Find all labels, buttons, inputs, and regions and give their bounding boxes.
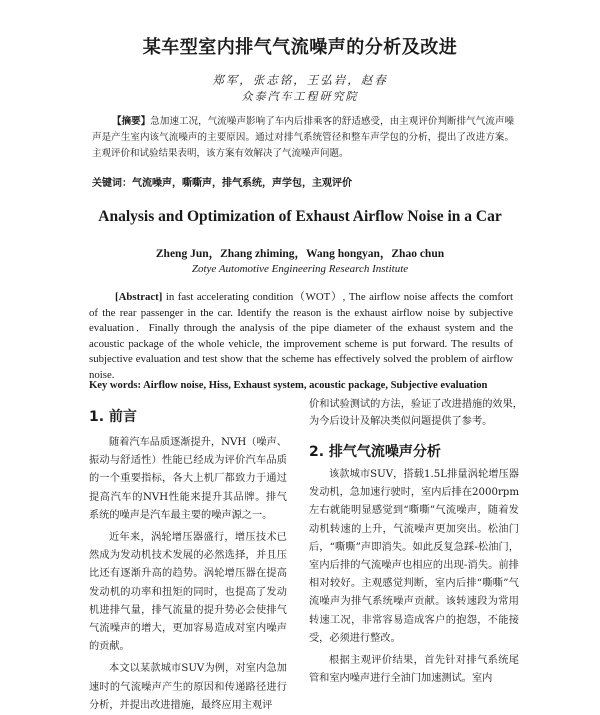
cn-abstract [92,114,514,162]
right-column-carryover: 价和试验测试的方法，验证了改进措施的效果，为今后设计及解决类似问题提供了参考。 [309,399,523,427]
cn-authors: 郑军，张志铭，王弘岩，赵春 [212,73,388,87]
en-keywords-label: Key words: [89,380,142,391]
section-2-paragraph-1: 该款城市SUV，搭载1.5L排量涡轮增压器发动机，急加速行驶时，室内后排在2000rpm左右就能明显感觉到“嘶嘶”气流噪声，随着发动机转速的上升，气流噪声更加突出。松油门后，“嘶嘶”声即消失。如此反复急踩-松油门，室内后排的气流噪声也相应的出现-消失。前排相对较好。主观感觉判断，室内后排“嘶嘶”气流噪声为排气系统噪声贡献。该转速段为常用转速工况，非常容易造成客户的抱怨，不能接受，必须进行整改。 [309,469,519,644]
right-column [309,466,519,688]
en-keywords [89,380,549,391]
section-2-paragraph-2: 根据主观评价结果，首先针对排气系统尾管和室内噪声进行全油门加速测试。室内 [309,655,519,685]
cn-abstract-text: 急加速工况，气流噪声影响了车内后排乘客的舒适感受，由主观评价判断排气气流声噪声是产生室内该气流噪声的主要原因。通过对排气系统管径和整车声学包的分析，提出了改进方案。主观评价和试验结果表明，该方案有效解决了气流噪声问题。 [92,116,514,159]
section-2-heading: 2. 排气气流噪声分析 [309,444,441,460]
en-title: Analysis and Optimization of Exhaust Airflow Noise in a Car [98,208,502,225]
section-1-heading: 1. 前言 [89,409,137,425]
cn-keywords [92,174,532,189]
cn-abstract-label: 【摘要】 [112,116,151,127]
section-1-paragraph-3: 本文以某款城市SUV为例，对室内急加速时的气流噪声产生的原因和传递路径进行分析，并提出改进措施，最终应用主观评 [89,663,287,711]
en-authors: Zheng Jun，Zhang zhiming，Wang hongyan，Zhao chun [155,248,445,260]
cn-keywords-label: 关键词： [92,178,132,189]
left-column [89,434,287,715]
section-1-paragraph-1: 随着汽车品质逐渐提升，NVH（噪声、振动与舒适性）性能已经成为评价汽车品质的一个重要指标，各大上机厂都致力于通过提高汽车的NVH性能来提升其品牌。排气系统的噪声是汽车最主要的噪声源之一。 [89,437,287,521]
cn-keywords-text: 气流噪声，嘶嘶声，排气系统，声学包，主观评价 [132,178,352,189]
en-abstract [89,290,513,383]
en-abstract-label: [Abstract] [115,291,163,303]
cn-affiliation: 众泰汽车工程研究院 [241,90,359,103]
section-1-paragraph-2: 近年来，涡轮增压器盛行，增压技术已然成为发动机技术发展的必然选择，并且压比还有逐渐升高的趋势。涡轮增压器在提高发动机的功率和扭矩的同时，也提高了发动机进排气量，排气流量的提升势必会使排气气流噪声的增大，更加容易造成对室内噪声的贡献。 [89,532,287,653]
en-affiliation: Zotye Automotive Engineering Research Institute [191,263,409,275]
cn-title: 某车型室内排气气流噪声的分析及改进 [142,37,458,58]
en-keywords-text: Airflow noise, Hiss, Exhaust system, acoustic package, Subjective evaluation [141,380,488,391]
en-abstract-text: in fast accelerating condition（WOT）, The airflow noise affects the comfort of the rear passenger in the car. Identify the reason is the exhaust airflow noise by subjective evaluation．Finally through the analysis of the pipe diameter of the exhaust system and the acoustic package of the whole vehicle, the improvement scheme is put forward. The results of subjective evaluation and test show that the scheme has effectively solved the problem of airflow noise. [89,291,513,381]
